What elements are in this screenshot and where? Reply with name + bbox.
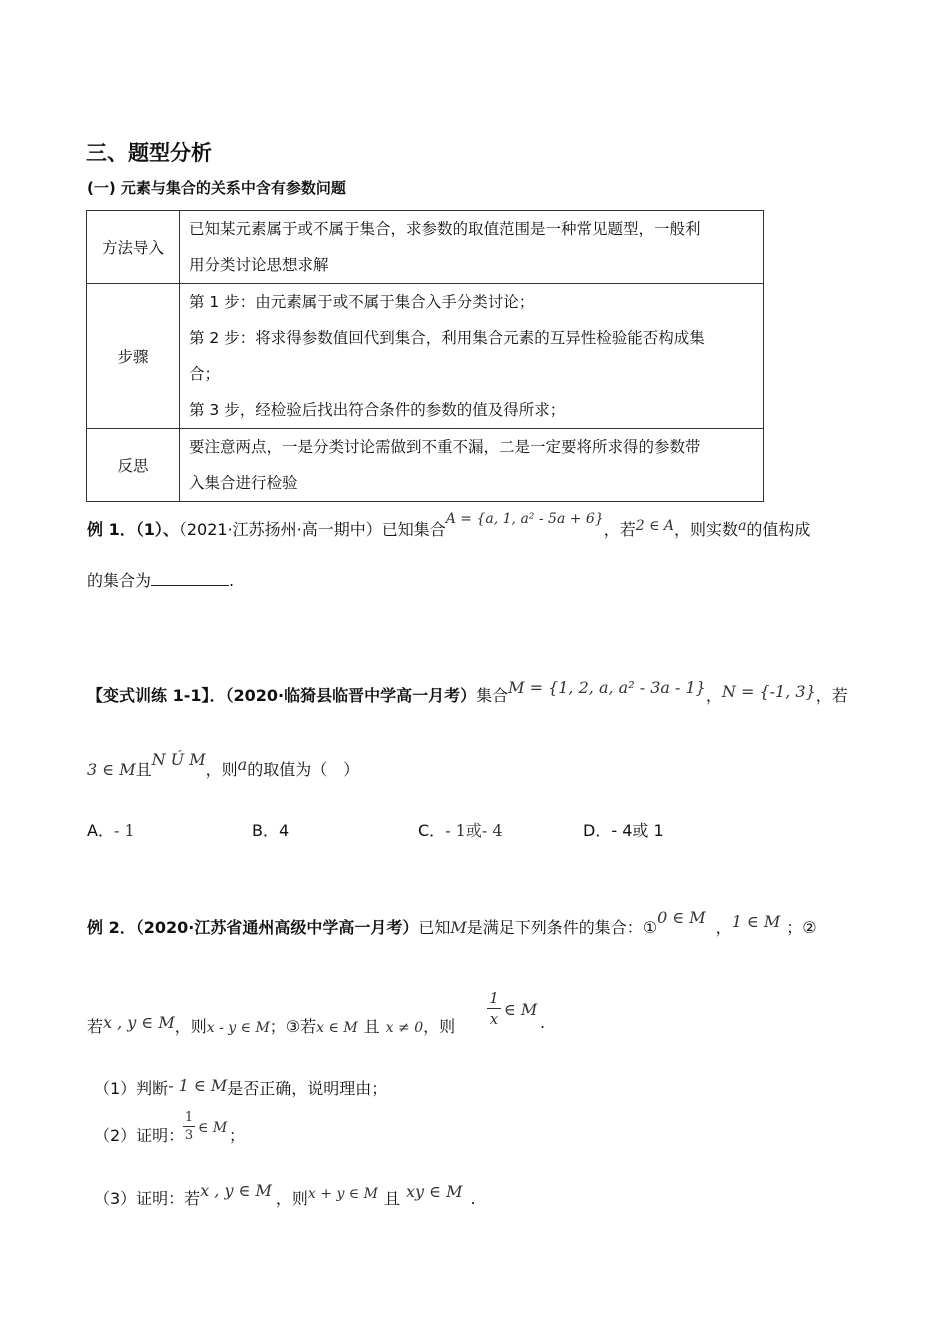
variant-set-n: N = {-1, 3} (721, 682, 816, 701)
example2-period: . (540, 1013, 546, 1032)
option-label: C． (418, 821, 446, 840)
example2-semi3: ；③若 (269, 1017, 317, 1036)
example2-label: 例 2．（2020·江苏省通州高级中学高一月考） (87, 918, 419, 937)
example2-c1b: 1 ∈ M (731, 912, 781, 931)
row-header: 步骤 (87, 284, 180, 429)
example2-then2: ，则 (423, 1017, 456, 1036)
content-line: 第 3 步，经检验后找出符合条件的参数的值及得所求； (189, 401, 566, 419)
variant-cond2: N Ú M (151, 750, 206, 769)
example1-cond-prefix: ，若 (603, 520, 636, 539)
content-line: 用分类讨论思想求解 (189, 256, 329, 274)
example2-and: 且 (363, 1017, 380, 1036)
table-row (87, 284, 764, 429)
example2-then1: ，则 (174, 1017, 207, 1036)
variant-cond1: 3 ∈ M (87, 760, 136, 779)
example2-comma: ， (715, 918, 732, 937)
variant-ask: ，则 (205, 760, 238, 779)
example1-line2-suffix: . (229, 571, 235, 590)
content-line: 要注意两点，一是分类讨论需做到不重不漏，二是一定要将所求得的参数带 (189, 438, 701, 456)
variant-if: ，若 (815, 686, 848, 705)
q3-c: xy ∈ M (405, 1182, 463, 1201)
fraction-bar (183, 1126, 195, 1127)
content-line: 合； (189, 365, 221, 383)
example1-ask-prefix: ，则实数 (674, 520, 739, 539)
fraction-bar (487, 1008, 501, 1009)
option-a[interactable] (87, 818, 135, 841)
row-content (180, 429, 764, 502)
fraction-denominator: x (489, 1010, 499, 1028)
example1-line2 (87, 567, 234, 591)
example2-var-m: M (450, 918, 467, 937)
example1-var: a (738, 518, 747, 534)
variant-line2 (87, 750, 360, 780)
table-row (87, 211, 764, 284)
example2-c2b: x - y ∈ M (206, 1020, 270, 1036)
example2-c2a: x , y ∈ M (103, 1013, 175, 1032)
example2-q3 (94, 1181, 476, 1209)
subsection-title: (一) 元素与集合的关系中含有参数问题 (87, 179, 346, 197)
q3-end: . (470, 1189, 476, 1208)
option-label: A． (87, 821, 114, 840)
example2-q2 (94, 1123, 184, 1146)
variant-line1 (87, 678, 848, 706)
q1-expr: - 1 ∈ M (168, 1076, 228, 1095)
example2-line1 (87, 908, 817, 938)
option-value: - 1或- 4 (445, 821, 503, 840)
fraction-denominator: 3 (184, 1128, 194, 1143)
content-line: 第 1 步：由元素属于或不属于集合入手分类讨论； (189, 293, 535, 311)
example2-q1 (94, 1076, 387, 1099)
option-value: - 4或 1 (611, 821, 664, 840)
example2-if: 若 (87, 1017, 104, 1036)
method-table (86, 210, 764, 502)
example2-semi2: ；② (786, 918, 817, 937)
content-line: 入集合进行检验 (189, 474, 298, 492)
variant-set-m: M = {1, 2, a, a² - 3a - 1} (508, 678, 706, 697)
content-line: 已知某元素属于或不属于集合，求参数的取值范围是一种常见题型，一般利 (189, 220, 701, 238)
example2-c3b: x ≠ 0 (385, 1020, 424, 1036)
content-line: 第 2 步：将求得参数值回代到集合，利用集合元素的互异性检验能否构成集 (189, 329, 705, 347)
option-label: B． (252, 821, 279, 840)
q3-then: ，则 (275, 1189, 308, 1208)
variant-and: 且 (135, 760, 152, 779)
example2-c1a: 0 ∈ M (657, 908, 706, 927)
row-content (180, 284, 764, 429)
example1-label: 例 1．（1）、 (87, 520, 179, 539)
q3-b: x + y ∈ M (307, 1186, 378, 1202)
example2-c3a: x ∈ M (316, 1020, 358, 1036)
example2-intro2: 是满足下列条件的集合：① (466, 918, 658, 937)
example2-intro: 已知 (418, 918, 451, 937)
example2-fraction (487, 989, 501, 1028)
option-d[interactable] (583, 818, 664, 841)
example1-line2-prefix: 的集合为 (87, 571, 152, 590)
example1-cond-expr: 2 ∈ A (635, 518, 675, 534)
row-header: 方法导入 (87, 211, 180, 284)
row-content (180, 211, 764, 284)
q2-in: ∈ M (198, 1120, 228, 1136)
option-b[interactable] (252, 818, 289, 841)
variant-lead: 集合 (476, 686, 509, 705)
q3-and: 且 (383, 1189, 400, 1208)
answer-blank[interactable] (151, 567, 229, 586)
q3-prefix: （3）证明：若 (94, 1189, 201, 1208)
q1-prefix: （1）判断 (94, 1079, 169, 1098)
option-c[interactable] (418, 818, 503, 841)
row-header: 反思 (87, 429, 180, 502)
section-title: 三、题型分析 (86, 141, 212, 165)
example1-ask-suffix: 的值构成 (746, 520, 811, 539)
option-value: - 1 (113, 821, 135, 840)
table-row (87, 429, 764, 502)
fraction-numerator: 1 (184, 1110, 194, 1125)
q1-suffix: 是否正确，说明理由； (227, 1079, 388, 1098)
option-value: 4 (278, 821, 290, 840)
variant-var: a (237, 755, 248, 774)
q2-suffix: ； (229, 1126, 246, 1145)
example1-source: （2021·江苏扬州·高一期中）已知集合 (178, 520, 446, 539)
q2-prefix: （2）证明： (94, 1126, 185, 1145)
example2-line2 (87, 1014, 455, 1037)
variant-comma: ， (705, 686, 722, 705)
option-label: D． (583, 821, 612, 840)
example2-in-m: ∈ M (504, 1000, 538, 1019)
q2-fraction (183, 1110, 195, 1143)
example1-set-expr: A = {a, 1, a² - 5a + 6} (445, 511, 604, 527)
fraction-numerator: 1 (489, 989, 499, 1007)
variant-label: 【变式训练 1-1】．（2020·临猗县临晋中学高一月考） (87, 686, 477, 705)
q3-a: x , y ∈ M (200, 1181, 272, 1200)
example1-line1 (87, 511, 811, 540)
variant-ask-suffix: 的取值为（ ） (247, 760, 360, 779)
